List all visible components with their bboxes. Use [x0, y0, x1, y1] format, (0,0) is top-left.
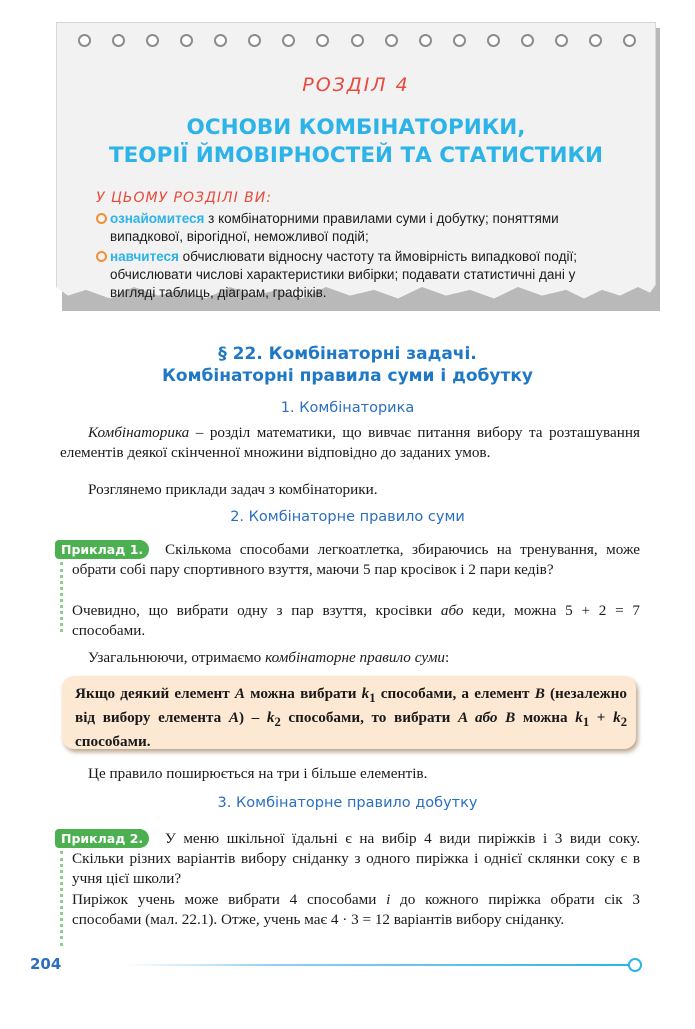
emphasis: або: [440, 602, 464, 619]
footer-rule: [125, 964, 630, 966]
page-number: 204: [30, 955, 62, 973]
solution-text: Очевидно, що вибрати одну з пар взуття, кросівки: [72, 602, 441, 619]
intro-item-body: з комбінаторними правилами суми і добутку; поняттями випадкової, вірогідної, неможливої подій;: [110, 211, 559, 244]
hole-icon: [214, 34, 227, 47]
dotted-margin-line: [60, 562, 67, 632]
hole-icon: [623, 34, 636, 47]
chapter-title-line1: ОСНОВИ КОМБІНАТОРИКИ,: [186, 115, 526, 140]
circle-bullet-icon: [96, 251, 107, 262]
definition-paragraph: [60, 423, 640, 463]
example-text: Скількома способами легкоатлетка, збираючись на тренування, може обрати собі пару спортивного взуття, маючи 5 пар кросівок і 2 пари кедів?: [72, 541, 640, 578]
var: B: [534, 685, 545, 702]
intro-heading: У ЦЬОМУ РОЗДІЛІ ВИ:: [96, 190, 272, 206]
chapter-banner: [56, 22, 656, 307]
emphasis: і: [386, 891, 391, 908]
dotted-margin-line: [60, 851, 67, 946]
rule-text: (незалежно від вибору елемента: [75, 685, 628, 727]
hole-icon: [419, 34, 432, 47]
subsection-heading: 2. Комбінаторне правило суми: [230, 509, 465, 525]
intro-item: [96, 210, 616, 246]
definition-text: – розділ математики, що вивчає питання вибору та розташування елементів деякої скінченної множини відповідно до заданих умов.: [60, 424, 640, 461]
subscript: 2: [620, 715, 628, 730]
section-title-line1: § 22. Комбінаторні задачі.: [218, 344, 477, 364]
generalization-paragraph: [60, 648, 640, 668]
hole-icon: [351, 34, 364, 47]
rule-text: ) –: [238, 709, 267, 727]
rule-text: Якщо деякий елемент: [75, 685, 235, 702]
rule-text: способами, а елемент: [375, 685, 535, 702]
subscript: 1: [369, 691, 376, 706]
section-title: [0, 343, 695, 387]
hole-icon: [282, 34, 295, 47]
rule-text: способами, то вибрати: [280, 709, 459, 727]
rule-text: способами.: [75, 733, 151, 751]
example-badge: Приклад 2.: [55, 829, 149, 848]
var: k: [575, 709, 583, 727]
hole-icon: [180, 34, 193, 47]
solution-text: Пиріжок учень може вибрати 4 способами: [72, 891, 387, 908]
paragraph: Розглянемо приклади задач з комбінаторики.: [88, 481, 378, 498]
solution-text: до кожного пиріжка обрати сік 3 способами (мал. 22.1). Отже, учень має 4 · 3 = 12 варіантів вибору сніданку.: [72, 891, 641, 928]
hole-icon: [385, 34, 398, 47]
hole-icon: [146, 34, 159, 47]
intro-item-text: [96, 248, 616, 302]
hole-icon: [453, 34, 466, 47]
term: комбінаторне правило суми: [265, 649, 445, 666]
intro-item-text: [96, 210, 616, 246]
emphasis: або: [467, 709, 506, 727]
intro-keyword: ознайомитеся: [110, 211, 205, 226]
subsection-heading: 3. Комбінаторне правило добутку: [217, 795, 478, 811]
subscript: 1: [582, 715, 590, 730]
chapter-title-line2: ТЕОРІЇ ЙМОВІРНОСТЕЙ ТА СТАТИСТИКИ: [108, 143, 604, 168]
term: Комбінаторика: [88, 424, 190, 441]
hole-icon: [78, 34, 91, 47]
rule-text: можна вибрати: [245, 685, 362, 702]
section-title-line2: Комбінаторні правила суми і добутку: [162, 366, 533, 386]
solution-paragraph: [72, 601, 640, 641]
intro-item-body: обчислювати відносну частоту та ймовірність випадкової події; обчислювати числові характеристики вибірки; подавати статистичні дані у вигляді таблиць, діаграм, графіків.: [110, 249, 577, 300]
var: A: [234, 685, 245, 702]
rule-text: +: [589, 709, 614, 727]
rule-statement: [75, 684, 627, 752]
example-badge: Приклад 1.: [55, 540, 149, 559]
hole-icon: [555, 34, 568, 47]
intro-keyword: навчитеся: [110, 249, 179, 264]
paragraph-text: :: [444, 649, 450, 666]
spiral-holes: [78, 34, 636, 50]
circle-bullet-icon: [96, 213, 107, 224]
var: k: [266, 709, 275, 727]
hole-icon: [521, 34, 534, 47]
subscript: 2: [274, 715, 281, 730]
var: k: [613, 709, 621, 727]
footer-dot-icon: [628, 958, 642, 972]
paragraph: Це правило поширюється на три і більше елементів.: [88, 765, 428, 782]
solution-paragraph: [72, 890, 640, 930]
intro-item: [96, 248, 616, 302]
chapter-label: РОЗДІЛ 4: [302, 74, 410, 96]
subsection-heading: 1. Комбінаторика: [280, 400, 415, 416]
hole-icon: [316, 34, 329, 47]
example-text: У меню шкільної їдальні є на вибір 4 види пиріжків і 3 види соку. Скільки різних варіантів вибору сніданку з одного пиріжка і однієї склянки соку є в учня цієї школи?: [72, 830, 640, 887]
rule-text: можна: [515, 709, 576, 727]
paragraph-text: Узагальнюючи, отримаємо: [88, 649, 266, 666]
hole-icon: [112, 34, 125, 47]
solution-text: кеди, можна 5 + 2 = 7 способами.: [72, 602, 640, 639]
var: k: [361, 685, 370, 702]
chapter-title: [56, 114, 656, 170]
var: A: [458, 709, 468, 727]
hole-icon: [589, 34, 602, 47]
var: B: [505, 709, 516, 727]
hole-icon: [487, 34, 500, 47]
hole-icon: [248, 34, 261, 47]
var: A: [228, 709, 239, 727]
